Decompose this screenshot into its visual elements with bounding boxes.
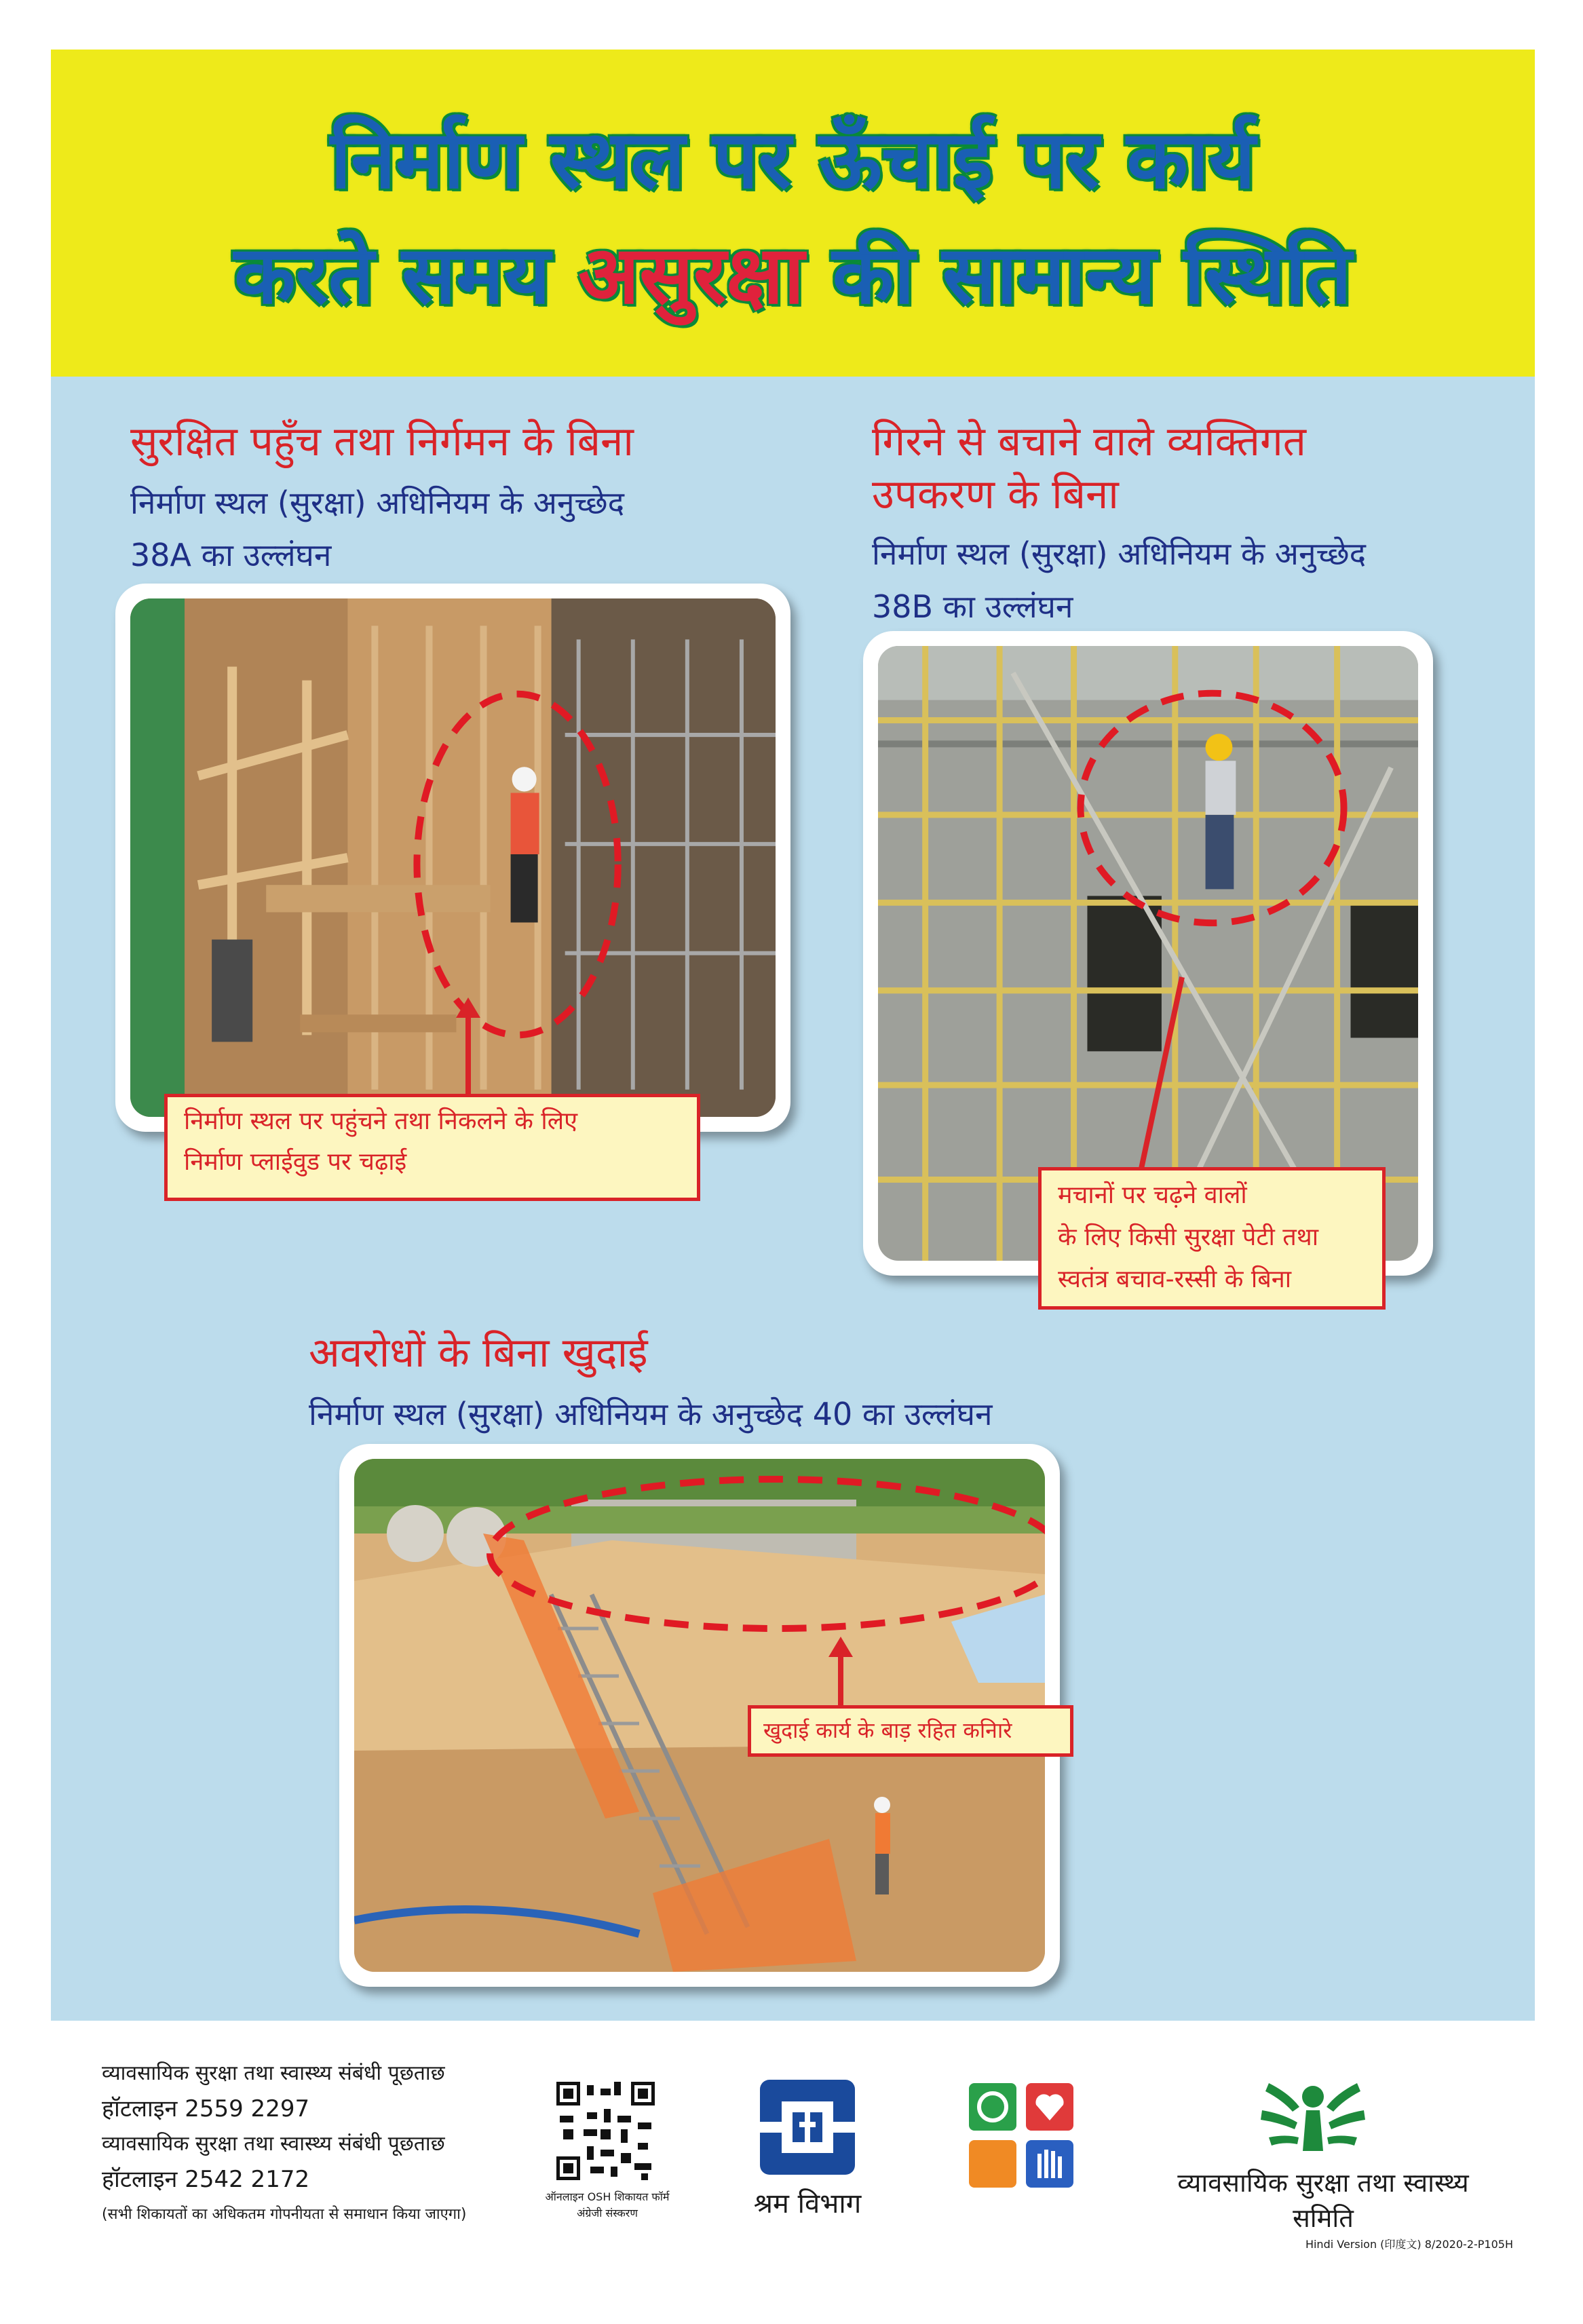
oshc-logo-icon: [1255, 2070, 1371, 2158]
section1-callout: निर्माण स्थल पर पहुंचने तथा निकलने के लिए निर्माण प्लाईवुड पर चढ़ाई: [164, 1094, 700, 1201]
section1-title: सुरक्षित पहुँच तथा निर्गमन के बिना: [130, 418, 634, 465]
section3-arrow-shaft: [838, 1650, 843, 1711]
footer-enquiry-block: [102, 2056, 577, 2232]
section2-title-1: गिरने से बचाने वाले व्यक्तिगत: [872, 418, 1306, 465]
labour-department-name: श्रम विभाग: [753, 2188, 862, 2220]
hotline-1: हॉटलाइन 2559 2297: [102, 2095, 310, 2122]
confidentiality-note: (सभी शिकायतों का अधिकतम गोपनीयता से समाधान किया जाएगा): [102, 2206, 467, 2223]
section2-title-2: उपकरण के बिना: [872, 471, 1119, 518]
oshc-name: व्यावसायिक सुरक्षा तथा स्वास्थ्य समिति: [1177, 2168, 1469, 2233]
section3-callout: खुदाई कार्य के बाड़ रहित कनिारे: [748, 1705, 1073, 1757]
section3-subtitle: निर्माण स्थल (सुरक्षा) अधिनियम के अनुच्छेद 40 का उल्लंघन: [309, 1396, 993, 1432]
section1-photo: [130, 598, 776, 1117]
section2-callout: मचानों पर चढ़ने वालों के लिए किसी सुरक्षा पेटी तथा स्वतंत्र बचाव-रस्सी के बिना: [1038, 1167, 1386, 1310]
title-highlight: असुरक्षा: [578, 228, 805, 322]
version-label: Hindi Version (印度文) 8/2020-2-P105H: [1305, 2238, 1513, 2251]
title-banner: [51, 50, 1535, 377]
enquiry-label-2: व्यावसायिक सुरक्षा तथा स्वास्थ्य संबंधी पूछताछ: [102, 2132, 445, 2156]
section3-arrow-head-icon: [828, 1637, 853, 1657]
qr-caption: ऑनलाइन OSH शिकायत फॉर्म अंग्रेजी संस्करण: [545, 2190, 670, 2220]
section3-title: अवरोधों के बिना खुदाई: [309, 1329, 648, 1377]
section1-subtitle-2: 38A का उल्लंघन: [130, 537, 332, 573]
labour-department-logo-icon: [760, 2080, 855, 2175]
safety-campaign-logo-icon: [964, 2083, 1079, 2198]
qr-code-icon[interactable]: [556, 2082, 655, 2180]
hotline-2: हॉटलाइन 2542 2172: [102, 2166, 310, 2193]
section2-subtitle-1: निर्माण स्थल (सुरक्षा) अधिनियम के अनुच्छेद: [872, 535, 1367, 572]
title-line-2: करते समय असुरक्षा की सामान्य स्थिति: [234, 228, 1352, 322]
section1-subtitle-1: निर्माण स्थल (सुरक्षा) अधिनियम के अनुच्छेद: [130, 484, 625, 521]
section1-photo-frame: [115, 584, 790, 1132]
title-line-1: निर्माण स्थल पर ऊँचाई पर कार्य: [330, 113, 1256, 206]
enquiry-label-1: व्यावसायिक सुरक्षा तथा स्वास्थ्य संबंधी पूछताछ: [102, 2061, 445, 2085]
formwork-scene-image: [130, 598, 776, 1117]
section1-arrow-head-icon: [456, 997, 480, 1018]
section2-subtitle-2: 38B का उल्लंघन: [872, 588, 1073, 625]
